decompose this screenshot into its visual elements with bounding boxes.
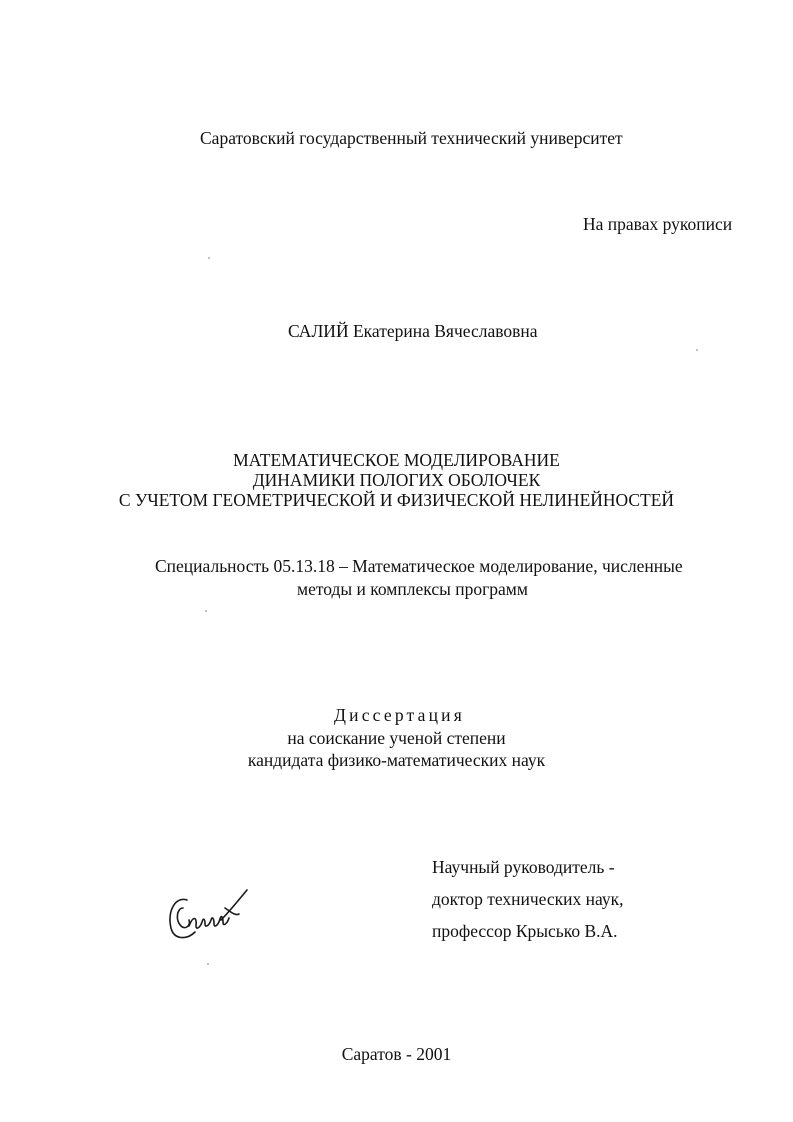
degree-line: кандидата физико-математических наук xyxy=(247,750,546,770)
signature-strokes xyxy=(170,890,247,938)
supervisor-line: профессор Крысько В.А. xyxy=(432,921,618,941)
university-name: Саратовский государственный технический университет xyxy=(200,128,623,148)
thesis-title-line: МАТЕМАТИЧЕСКОЕ МОДЕЛИРОВАНИЕ xyxy=(233,450,560,470)
thesis-title-line: ДИНАМИКИ ПОЛОГИХ ОБОЛОЧЕК xyxy=(252,470,541,490)
thesis-title-line: С УЧЕТОМ ГЕОМЕТРИЧЕСКОЙ И ФИЗИЧЕСКОЙ НЕЛИНЕЙНОСТЕЙ xyxy=(118,490,675,510)
specialty-line: методы и комплексы программ xyxy=(297,579,528,599)
rights-note: На правах рукописи xyxy=(583,214,733,234)
specialty-line: Специальность 05.13.18 – Математическое моделирование, численные xyxy=(155,556,683,576)
author-name: САЛИЙ Екатерина Вячеславовна xyxy=(288,321,538,341)
degree-line: на соискание ученой степени xyxy=(287,728,506,748)
supervisor-line: Научный руководитель - xyxy=(432,857,615,877)
author-signature xyxy=(165,886,250,946)
dissertation-heading: Диссертация xyxy=(334,705,465,725)
supervisor-line: доктор технических наук, xyxy=(432,889,624,909)
city-and-year: Саратов - 2001 xyxy=(341,1044,452,1064)
